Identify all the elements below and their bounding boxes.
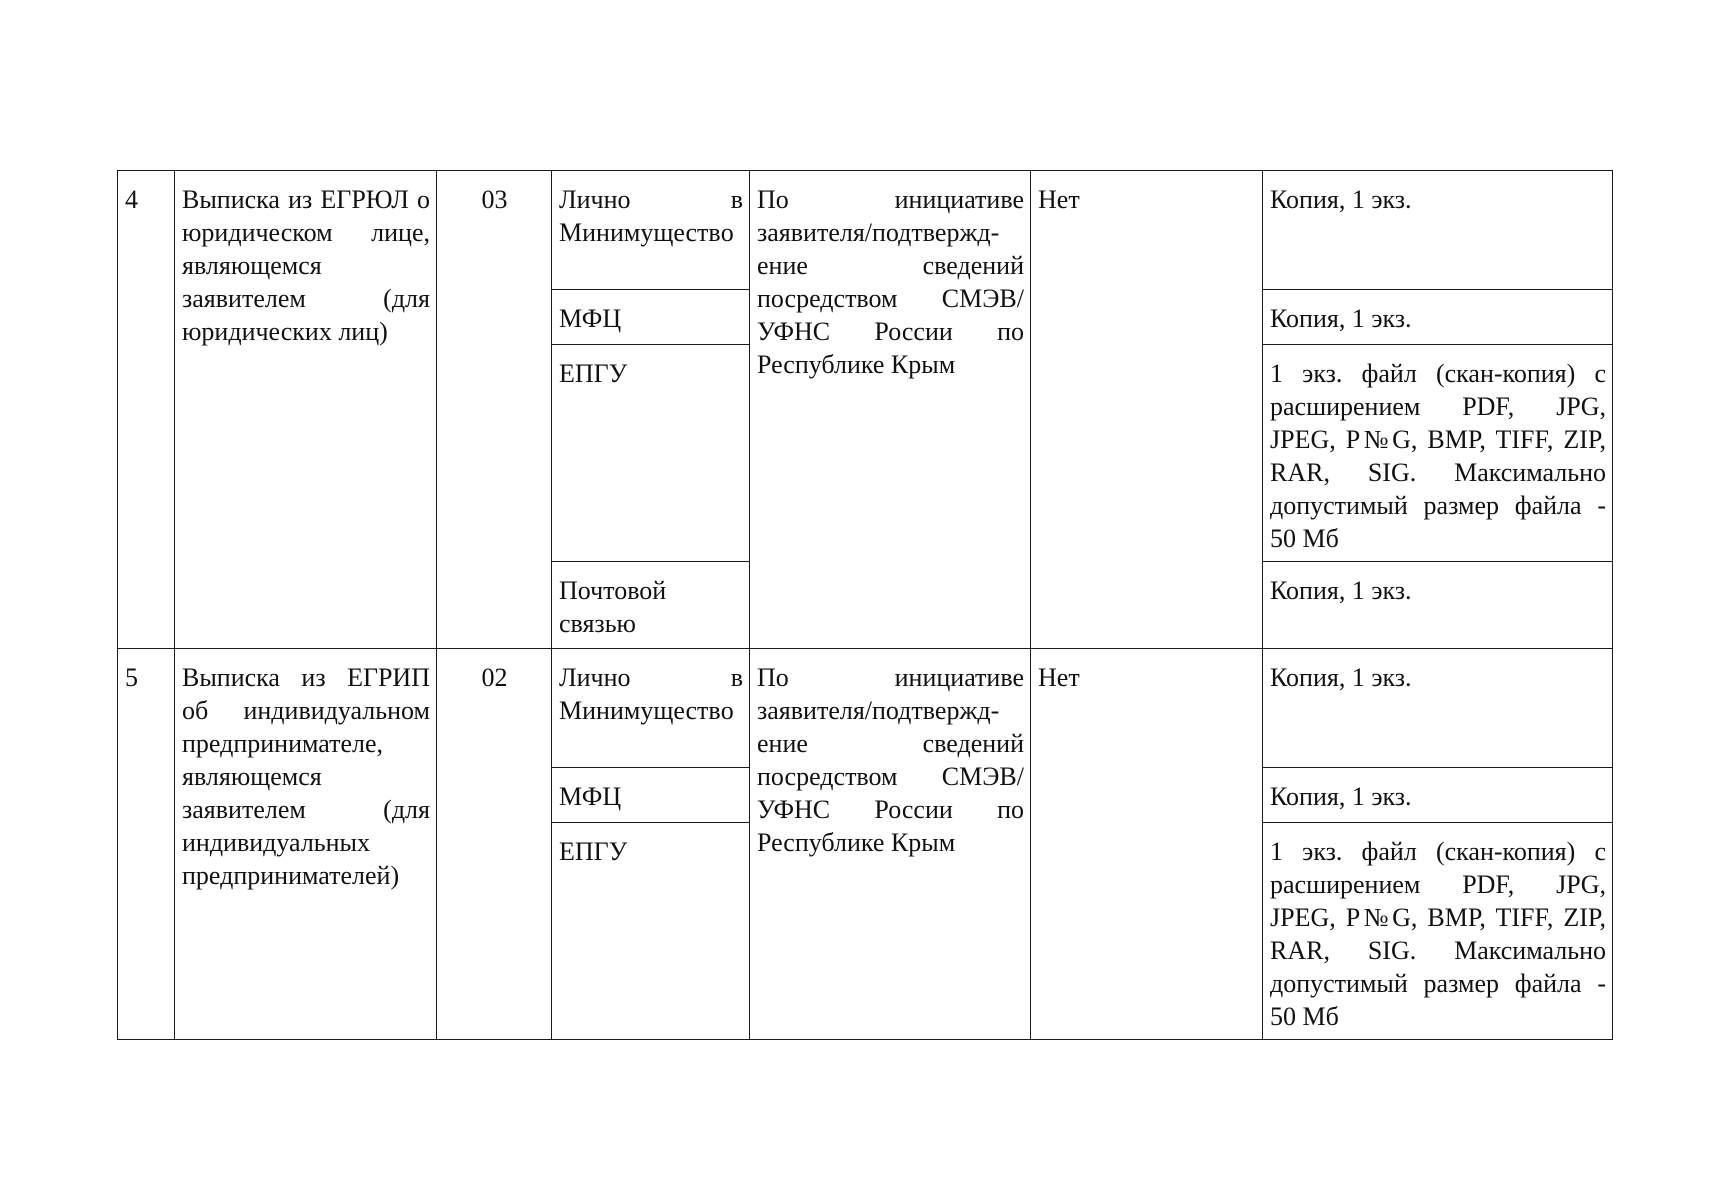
- format-cell: Копия, 1 экз.: [1263, 649, 1613, 768]
- format-cell: Копия, 1 экз.: [1263, 290, 1613, 345]
- format-cell: Копия, 1 экз.: [1263, 562, 1613, 649]
- format-cell: Копия, 1 экз.: [1263, 768, 1613, 823]
- table-row: [118, 649, 1613, 768]
- documents-table: [117, 170, 1613, 1040]
- required-flag: Нет: [1031, 649, 1263, 1040]
- format-cell: Копия, 1 экз.: [1263, 171, 1613, 290]
- channel-post: Почтовой связью: [552, 562, 750, 649]
- channel-mfc: МФЦ: [552, 768, 750, 823]
- channel-in-person: Лично в Минимуществo: [552, 171, 750, 290]
- channel-mfc: МФЦ: [552, 290, 750, 345]
- row-number: 4: [118, 171, 175, 649]
- document-name: Выписка из ЕГРИП об индивидуальном предпринимателе, являющемся заявителем (для индивидуальных предпринимателей): [175, 649, 437, 1040]
- document-code: 02: [437, 649, 552, 1040]
- table-row: [118, 171, 1613, 290]
- document-code: 03: [437, 171, 552, 649]
- row-number: 5: [118, 649, 175, 1040]
- document-name: Выписка из ЕГРЮЛ о юридическом лице, являющемся заявителем (для юридических лиц): [175, 171, 437, 649]
- required-flag: Нет: [1031, 171, 1263, 649]
- source-of-info: По инициативе заявителя/подтверждение сведений посредством СМЭВ/УФНС России по Республике Крым: [750, 649, 1031, 1040]
- source-of-info: По инициативе заявителя/подтверждение сведений посредством СМЭВ/УФНС России по Республике Крым: [750, 171, 1031, 649]
- channel-epgu: ЕПГУ: [552, 345, 750, 562]
- format-cell: 1 экз. файл (скан-копия) с расширением PDF, JPG, JPEG, P№G, BMP, TIFF, ZIP, RAR, SIG. Максимально допустимый размер файла - 50 Мб: [1263, 345, 1613, 562]
- channel-in-person: Лично в Минимуществo: [552, 649, 750, 768]
- format-cell: 1 экз. файл (скан-копия) с расширением PDF, JPG, JPEG, P№G, BMP, TIFF, ZIP, RAR, SIG. Максимально допустимый размер файла - 50 Мб: [1263, 823, 1613, 1040]
- channel-epgu: ЕПГУ: [552, 823, 750, 1040]
